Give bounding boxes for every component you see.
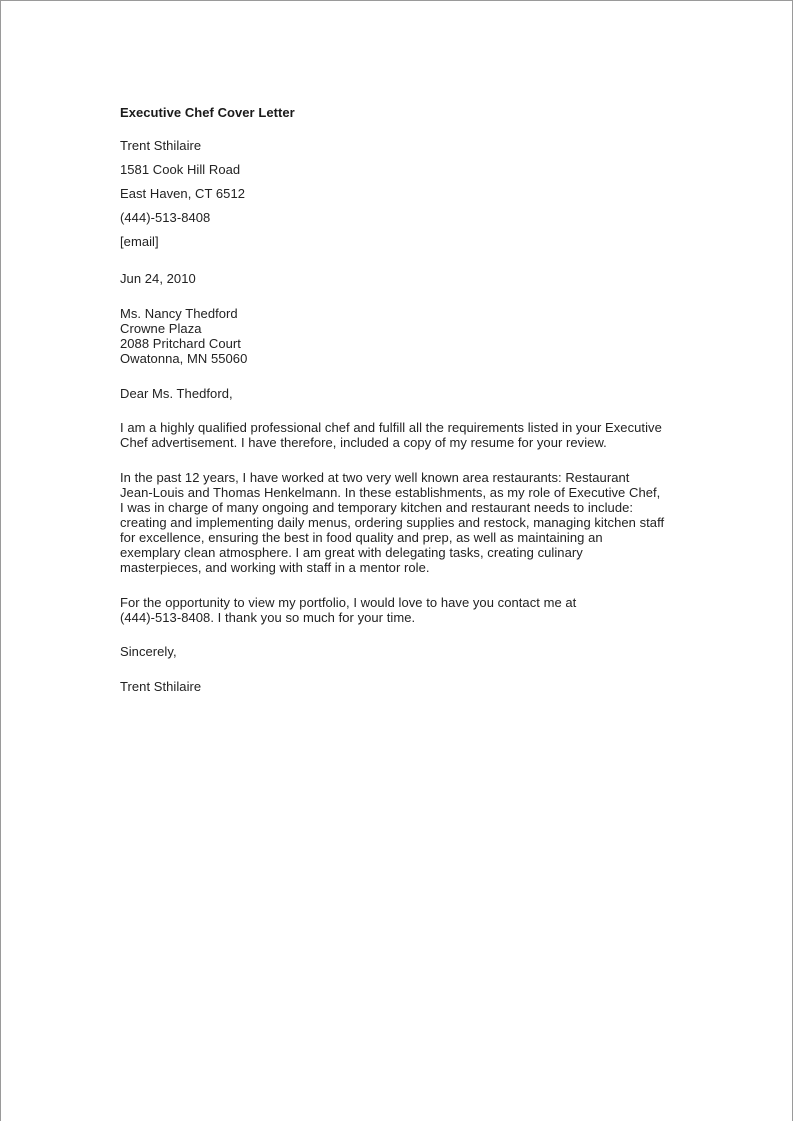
letter-date: Jun 24, 2010 <box>120 271 196 286</box>
sender-phone: (444)-513-8408 <box>120 210 211 225</box>
sender-email: [email] <box>120 234 159 249</box>
paragraph-line: Chef advertisement. I have therefore, included a copy of my resume for your review. <box>120 435 607 450</box>
paragraph-line: I was in charge of many ongoing and temporary kitchen and restaurant needs to include: <box>120 500 634 515</box>
paragraph-line: exemplary clean atmosphere. I am great with delegating tasks, creating culinary <box>120 545 583 560</box>
paragraph-line: In the past 12 years, I have worked at two very well known area restaurants: Restaurant <box>120 470 630 485</box>
recipient-name: Ms. Nancy Thedford <box>120 306 238 321</box>
signature-name: Trent Sthilaire <box>120 679 202 694</box>
paragraph-line: masterpieces, and working with staff in a mentor role. <box>120 560 430 575</box>
paragraph-line: I am a highly qualified professional chef and fulfill all the requirements listed in your Executive <box>120 420 662 435</box>
sender-city: East Haven, CT 6512 <box>120 186 246 201</box>
body-paragraph-2 <box>120 470 665 575</box>
sender-name: Trent Sthilaire <box>120 138 202 153</box>
paragraph-line: creating and implementing daily menus, ordering supplies and restock, managing kitchen staff <box>120 515 665 530</box>
paragraph-line: for excellence, ensuring the best in food quality and prep, as well as maintaining an <box>120 530 603 545</box>
paragraph-line: Jean-Louis and Thomas Henkelmann. In these establishments, as my role of Executive Chef, <box>120 485 661 500</box>
body-paragraph-3 <box>120 595 665 625</box>
closing: Sincerely, <box>120 644 177 659</box>
recipient-street: 2088 Pritchard Court <box>120 336 241 351</box>
recipient-company: Crowne Plaza <box>120 321 202 336</box>
document-title: Executive Chef Cover Letter <box>120 105 295 120</box>
sender-street: 1581 Cook Hill Road <box>120 162 241 177</box>
paragraph-line: For the opportunity to view my portfolio, I would love to have you contact me at <box>120 595 577 610</box>
salutation: Dear Ms. Thedford, <box>120 386 233 401</box>
body-paragraph-1 <box>120 420 665 450</box>
paragraph-line: (444)-513-8408. I thank you so much for your time. <box>120 610 416 625</box>
recipient-city: Owatonna, MN 55060 <box>120 351 248 366</box>
